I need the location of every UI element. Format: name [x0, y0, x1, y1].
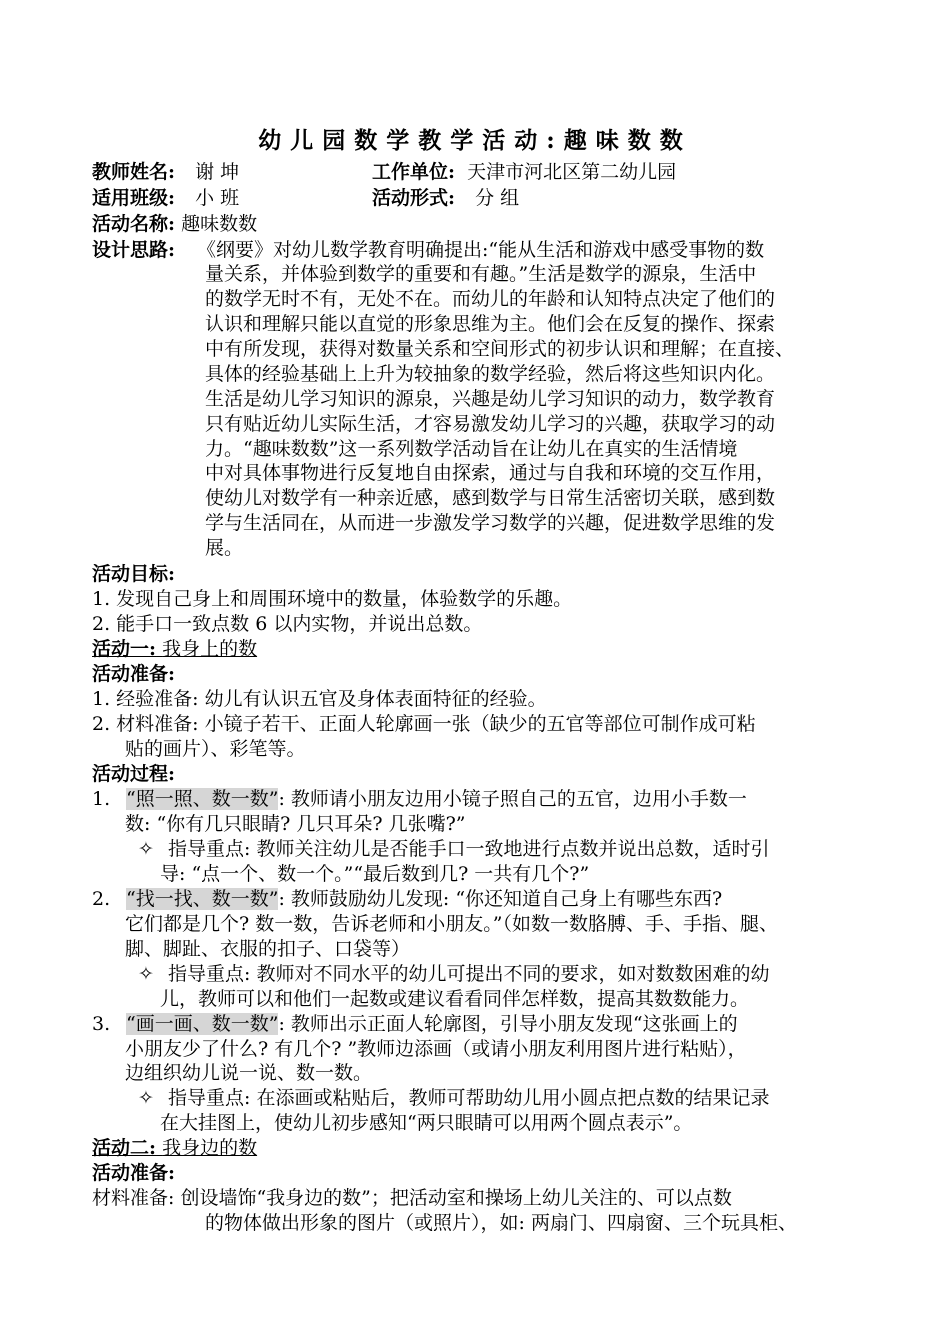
activity-two-name: 我身边的数 [162, 1137, 258, 1159]
class-label: 适用班级: [92, 187, 176, 209]
design-label: 设计思路: [92, 239, 176, 261]
prep-item: 2. 材料准备: 小镜子若干、正面人轮廓画一张（缺少的五官等部位可制作成可粘 [92, 713, 756, 735]
class-value: 小 班 [195, 187, 240, 209]
guidance-text: 指导重点: 在添画或粘贴后，教师可帮助幼儿用小圆点把点数的结果记录 [168, 1087, 770, 1109]
activity-name-value: 趣味数数 [181, 213, 258, 235]
teacher-label: 教师姓名: [92, 161, 176, 183]
diamond-bullet-icon: ✧ [138, 963, 154, 985]
design-line: 展。 [205, 537, 244, 559]
process-heading: 活动过程: [92, 763, 176, 785]
process-step [92, 1012, 738, 1036]
info-row-form [372, 186, 519, 210]
prep-item-continued: 贴的画片）、彩笔等。 [125, 738, 306, 760]
activity-name-label: 活动名称: [92, 213, 176, 235]
guidance-point [138, 962, 769, 986]
unit-value: 天津市河北区第二幼儿园 [467, 161, 677, 183]
activity-one-prep-heading: 活动准备: [92, 663, 176, 685]
design-line: 《纲要》对幼儿数学教育明确提出:“能从生活和游戏中感受事物的数 [197, 239, 765, 261]
unit-label: 工作单位: [372, 161, 456, 183]
process-step [92, 787, 747, 811]
guidance-text: 指导重点: 教师对不同水平的幼儿可提出不同的要求，如对数数困难的幼 [168, 963, 770, 985]
step-title: “照一照、数一数” [126, 788, 279, 810]
step-text-continued: 脚、脚趾、衣服的扣子、口袋等） [125, 938, 411, 960]
goal-item: 1. 发现自己身上和周围环境中的数量，体验数学的乐趣。 [92, 588, 573, 610]
diamond-bullet-icon: ✧ [138, 838, 154, 860]
guidance-point [138, 837, 769, 861]
step-number: 2. [92, 888, 111, 910]
prep-item: 材料准备: 创设墙饰“我身边的数”；把活动室和操场上幼儿关注的、可以点数 [92, 1187, 732, 1209]
guidance-point [138, 1086, 769, 1110]
activity-two-prep-heading: 活动准备: [92, 1162, 176, 1184]
guidance-text-continued: 在大挂图上，使幼儿初步感知“两只眼睛可以用两个圆点表示”。 [160, 1112, 693, 1134]
teacher-value: 谢 坤 [195, 161, 240, 183]
design-line: 具体的经验基础上上升为较抽象的数学经验，然后将这些知识内化。 [205, 363, 776, 385]
prep-item-continued: 的物体做出形象的图片（或照片），如: 两扇门、四扇窗、三个玩具柜、 [205, 1212, 797, 1234]
design-line: 力。“趣味数数”这一系列数学活动旨在让幼儿在真实的生活情境 [205, 438, 738, 460]
activity-one-name: 我身上的数 [162, 638, 258, 660]
design-line: 中有所发现，获得对数量关系和空间形式的初步认识和理解；在直接、 [205, 338, 795, 360]
design-line: 认识和理解只能以直觉的形象思维为主。他们会在反复的操作、探索 [205, 313, 776, 335]
design-line: 使幼儿对数学有一种亲近感，感到数学与日常生活密切关联，感到数 [205, 487, 776, 509]
step-text-continued: 小朋友少了什么? 有几个? ”教师边添画（或请小朋友利用图片进行粘贴）， [125, 1038, 747, 1060]
activity-one-heading [92, 637, 257, 661]
step-title: “画一画、数一数” [126, 1013, 279, 1035]
info-row-teacher [92, 160, 239, 184]
step-text: : 教师出示正面人轮廓图，引导小朋友发现“这张画上的 [278, 1013, 738, 1035]
design-line: 量关系，并体验到数学的重要和有趣。”生活是数学的源泉，生活中 [205, 263, 757, 285]
step-text-continued: 边组织幼儿说一说、数一数。 [125, 1062, 373, 1084]
design-line: 生活是幼儿学习知识的源泉，兴趣是幼儿学习知识的动力，数学教育 [205, 388, 776, 410]
form-label: 活动形式: [372, 187, 456, 209]
goal-item: 2. 能手口一致点数 6 以内实物，并说出总数。 [92, 613, 483, 635]
step-text: : 教师请小朋友边用小镜子照自己的五官，边用小手数一 [278, 788, 747, 810]
page-title: 幼儿园数学教学活动:趣味数数 [258, 127, 692, 154]
process-step [92, 887, 722, 911]
goals-heading: 活动目标: [92, 563, 176, 585]
guidance-text-continued: 导: “点一个、数一个。”“最后数到几? 一共有几个?” [160, 863, 590, 885]
info-row-unit [372, 160, 676, 184]
info-row-activity-name [92, 212, 257, 236]
guidance-text: 指导重点: 教师关注幼儿是否能手口一致地进行点数并说出总数，适时引 [168, 838, 770, 860]
step-text-continued: 数: “你有几只眼睛? 几只耳朵? 几张嘴?” [125, 813, 466, 835]
step-number: 3. [92, 1013, 111, 1035]
activity-two-heading [92, 1136, 257, 1160]
activity-two-label: 活动二: [92, 1137, 157, 1159]
guidance-text-continued: 儿，教师可以和他们一起数或建议看看同伴怎样数，提高其数数能力。 [160, 988, 750, 1010]
step-number: 1. [92, 788, 111, 810]
design-line: 中对具体事物进行反复地自由探索，通过与自我和环境的交互作用， [205, 462, 776, 484]
design-line: 的数学无时不有，无处不在。而幼儿的年龄和认知特点决定了他们的 [205, 288, 776, 310]
info-row-class [92, 186, 239, 210]
form-value: 分 组 [475, 187, 520, 209]
design-line: 学与生活同在，从而进一步激发学习数学的兴趣，促进数学思维的发 [205, 512, 776, 534]
step-text: : 教师鼓励幼儿发现: “你还知道自己身上有哪些东西? [278, 888, 723, 910]
diamond-bullet-icon: ✧ [138, 1087, 154, 1109]
activity-one-label: 活动一: [92, 638, 157, 660]
design-line: 只有贴近幼儿实际生活，才容易激发幼儿学习的兴趣，获取学习的动 [205, 413, 776, 435]
prep-item: 1. 经验准备: 幼儿有认识五官及身体表面特征的经验。 [92, 688, 547, 710]
step-title: “找一找、数一数” [126, 888, 279, 910]
step-text-continued: 它们都是几个? 数一数，告诉老师和小朋友。”（如数一数胳膊、手、手指、腿、 [125, 913, 778, 935]
